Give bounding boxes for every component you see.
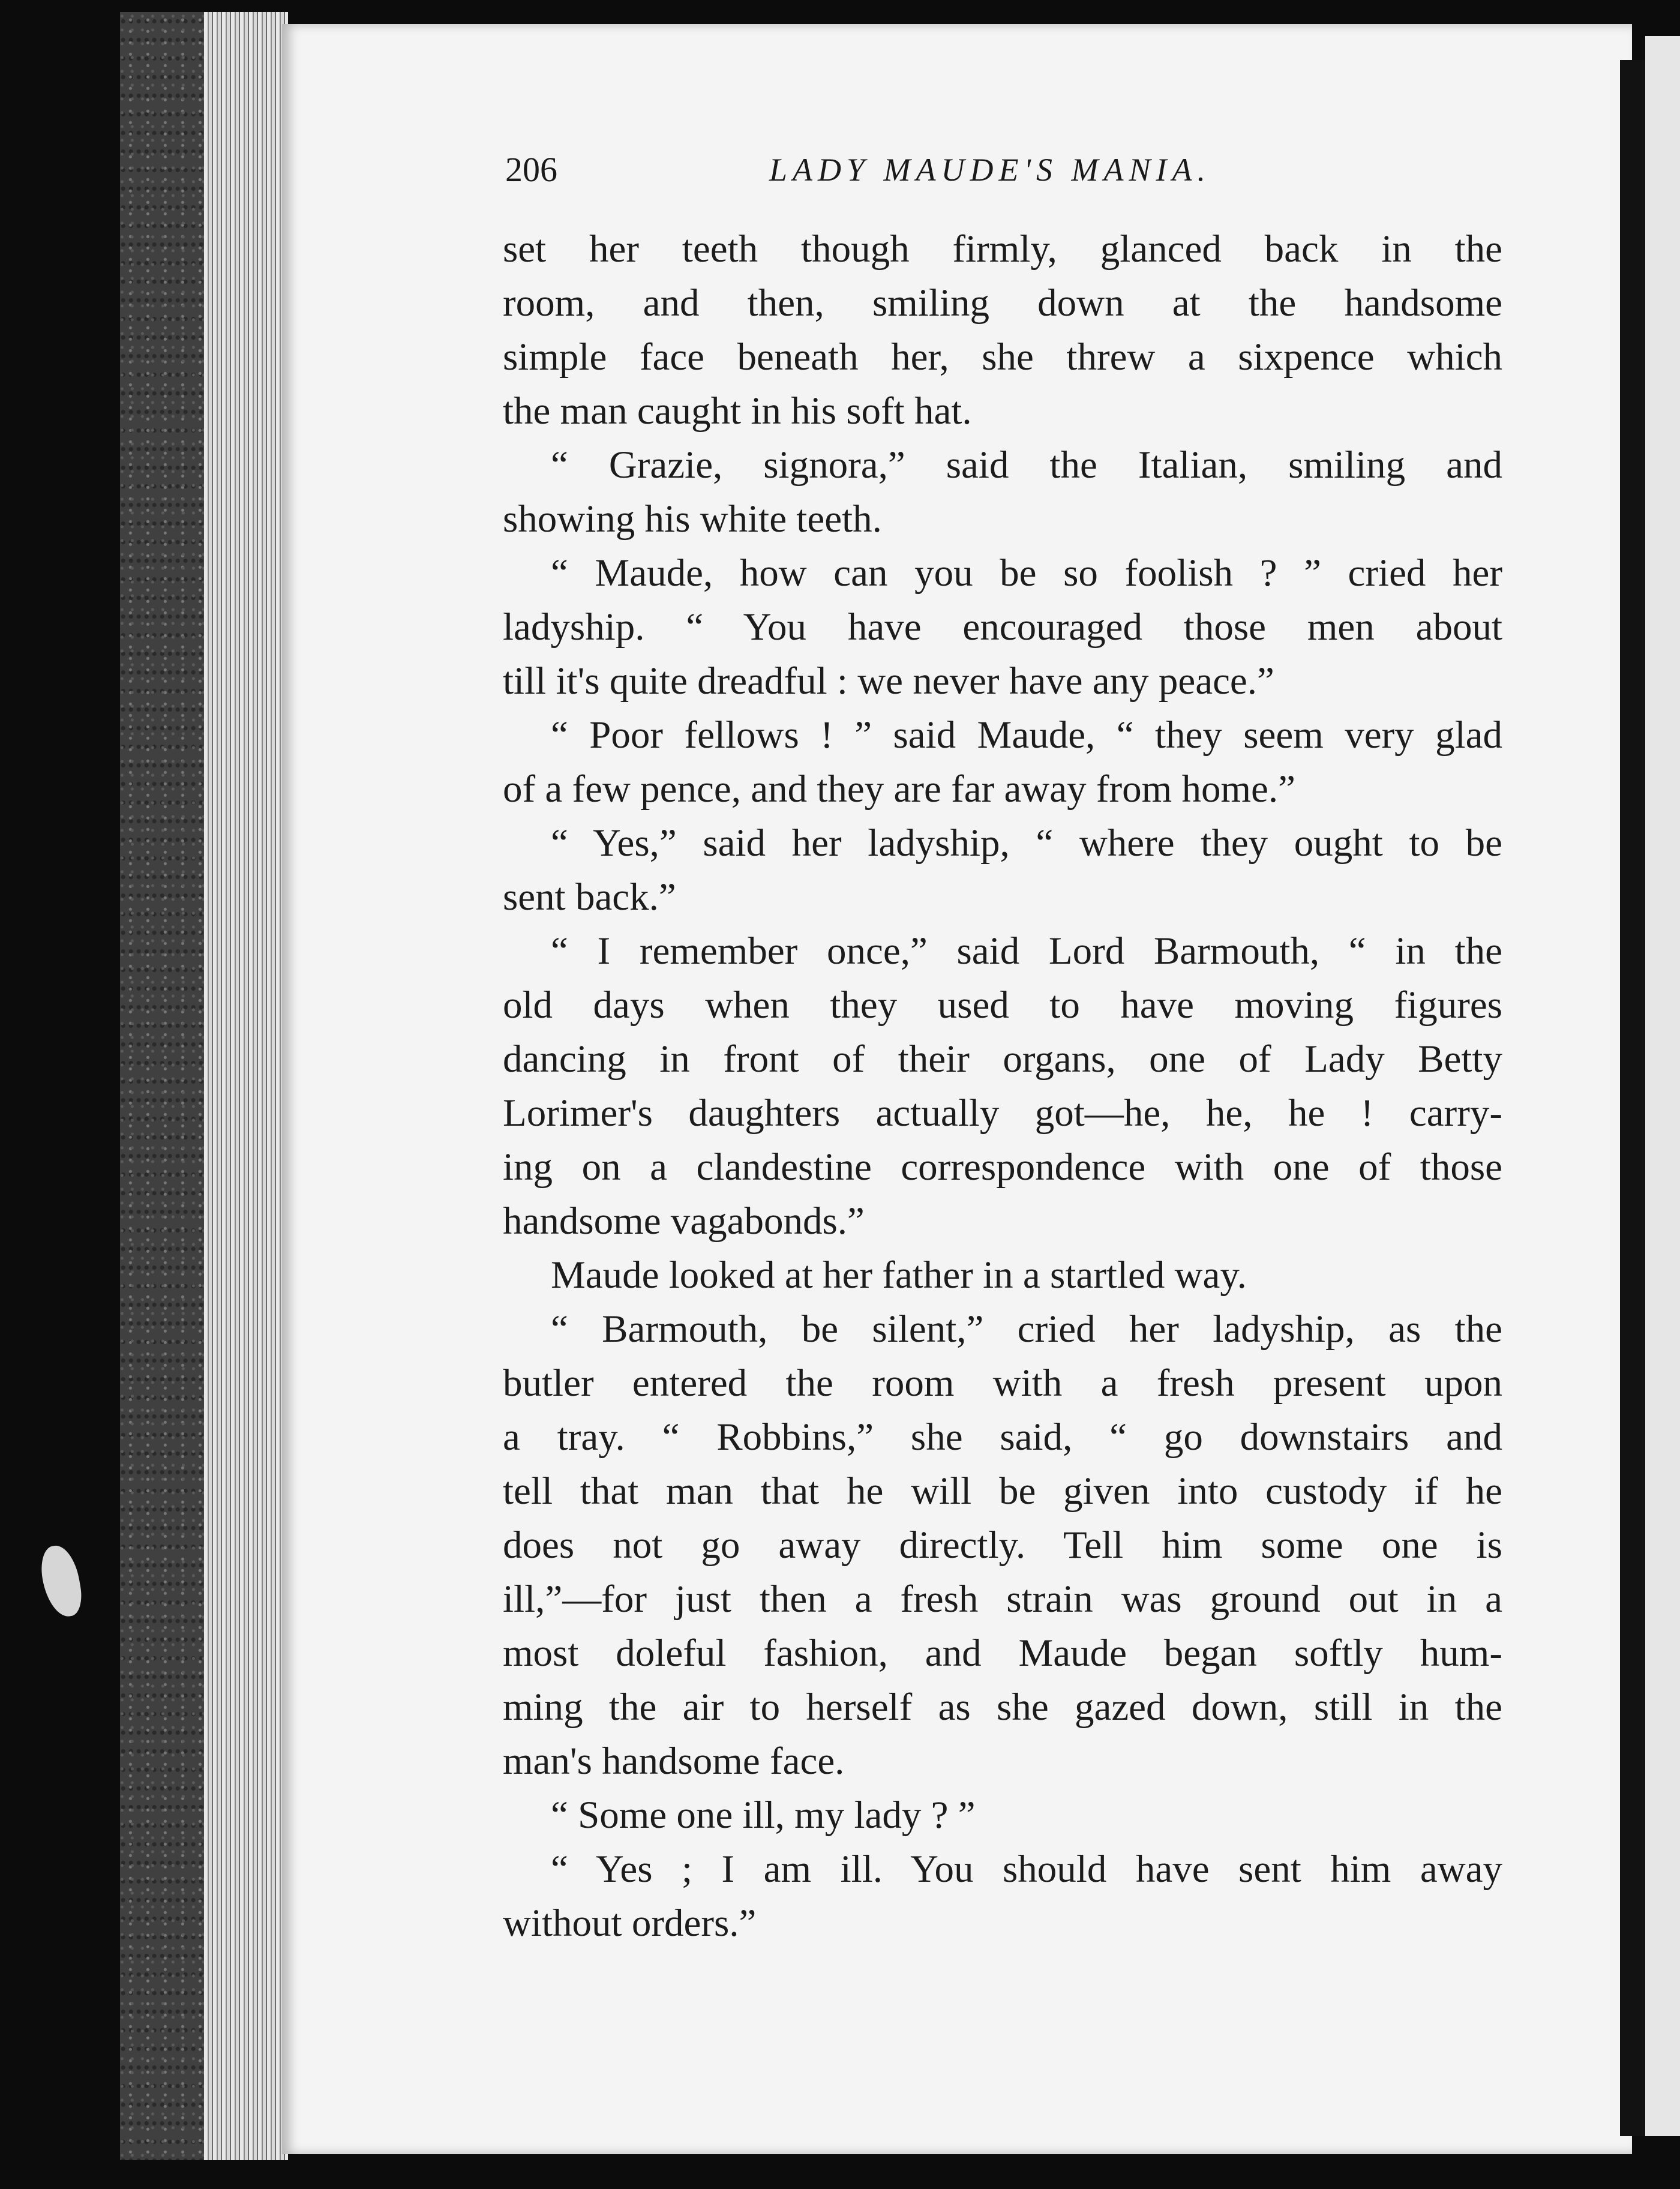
paper-tear: [37, 1543, 85, 1620]
text-line: ing on a clandestine correspondence with one of those: [503, 1146, 1502, 1189]
text-line: Maude looked at her father in a startled way.: [551, 1254, 1247, 1297]
body-text: [503, 222, 1502, 1950]
book-binding: [120, 12, 216, 2160]
page-number: 206: [505, 150, 557, 189]
text-line: sent back.”: [503, 875, 676, 919]
text-line: tell that man that he will be given into custody if he: [503, 1470, 1502, 1513]
page-edges: [204, 12, 288, 2160]
running-title: LADY MAUDE'S MANIA.: [769, 152, 1211, 188]
text-line: “ Some one ill, my lady ? ”: [551, 1794, 976, 1837]
right-page-edge: [1620, 60, 1645, 2136]
text-line: “ I remember once,” said Lord Barmouth, “ in the: [551, 929, 1502, 973]
text-line: “ Maude, how can you be so foolish ? ” cried her: [551, 551, 1502, 595]
text-line: dancing in front of their organs, one of Lady Betty: [503, 1037, 1502, 1081]
text-line: “ Yes,” said her ladyship, “ where they ought to be: [551, 821, 1502, 865]
text-line: most doleful fashion, and Maude began softly hum-: [503, 1632, 1502, 1675]
text-line: ladyship. “ You have encouraged those men about: [503, 605, 1502, 649]
next-page-sliver: [1645, 36, 1680, 2136]
text-line: a tray. “ Robbins,” she said, “ go downstairs and: [503, 1416, 1502, 1459]
text-line: butler entered the room with a fresh present upon: [503, 1362, 1502, 1405]
text-line: simple face beneath her, she threw a sixpence which: [503, 335, 1502, 379]
text-line: the man caught in his soft hat.: [503, 389, 972, 433]
text-line: “ Yes ; I am ill. You should have sent him away: [551, 1848, 1502, 1891]
text-line: showing his white teeth.: [503, 497, 882, 541]
text-line: handsome vagabonds.”: [503, 1200, 865, 1243]
text-line: “ Grazie, signora,” said the Italian, smiling and: [551, 443, 1502, 487]
text-line: set her teeth though firmly, glanced back in the: [503, 227, 1502, 271]
page-header: [505, 143, 1249, 197]
text-line: room, and then, smiling down at the handsome: [503, 281, 1502, 325]
text-line: Lorimer's daughters actually got—he, he, he ! carry-: [503, 1091, 1502, 1135]
text-line: “ Poor fellows ! ” said Maude, “ they seem very glad: [551, 713, 1502, 757]
text-line: does not go away directly. Tell him some one is: [503, 1524, 1502, 1567]
text-line: without orders.”: [503, 1902, 757, 1945]
text-line: ming the air to herself as she gazed down, still in the: [503, 1686, 1502, 1729]
text-line: old days when they used to have moving figures: [503, 983, 1502, 1027]
text-line: ill,”—for just then a fresh strain was ground out in a: [503, 1578, 1502, 1621]
text-line: till it's quite dreadful : we never have any peace.”: [503, 659, 1274, 703]
text-line: “ Barmouth, be silent,” cried her ladyship, as the: [551, 1308, 1502, 1351]
text-line: of a few pence, and they are far away from home.”: [503, 767, 1295, 811]
text-line: man's handsome face.: [503, 1740, 845, 1783]
